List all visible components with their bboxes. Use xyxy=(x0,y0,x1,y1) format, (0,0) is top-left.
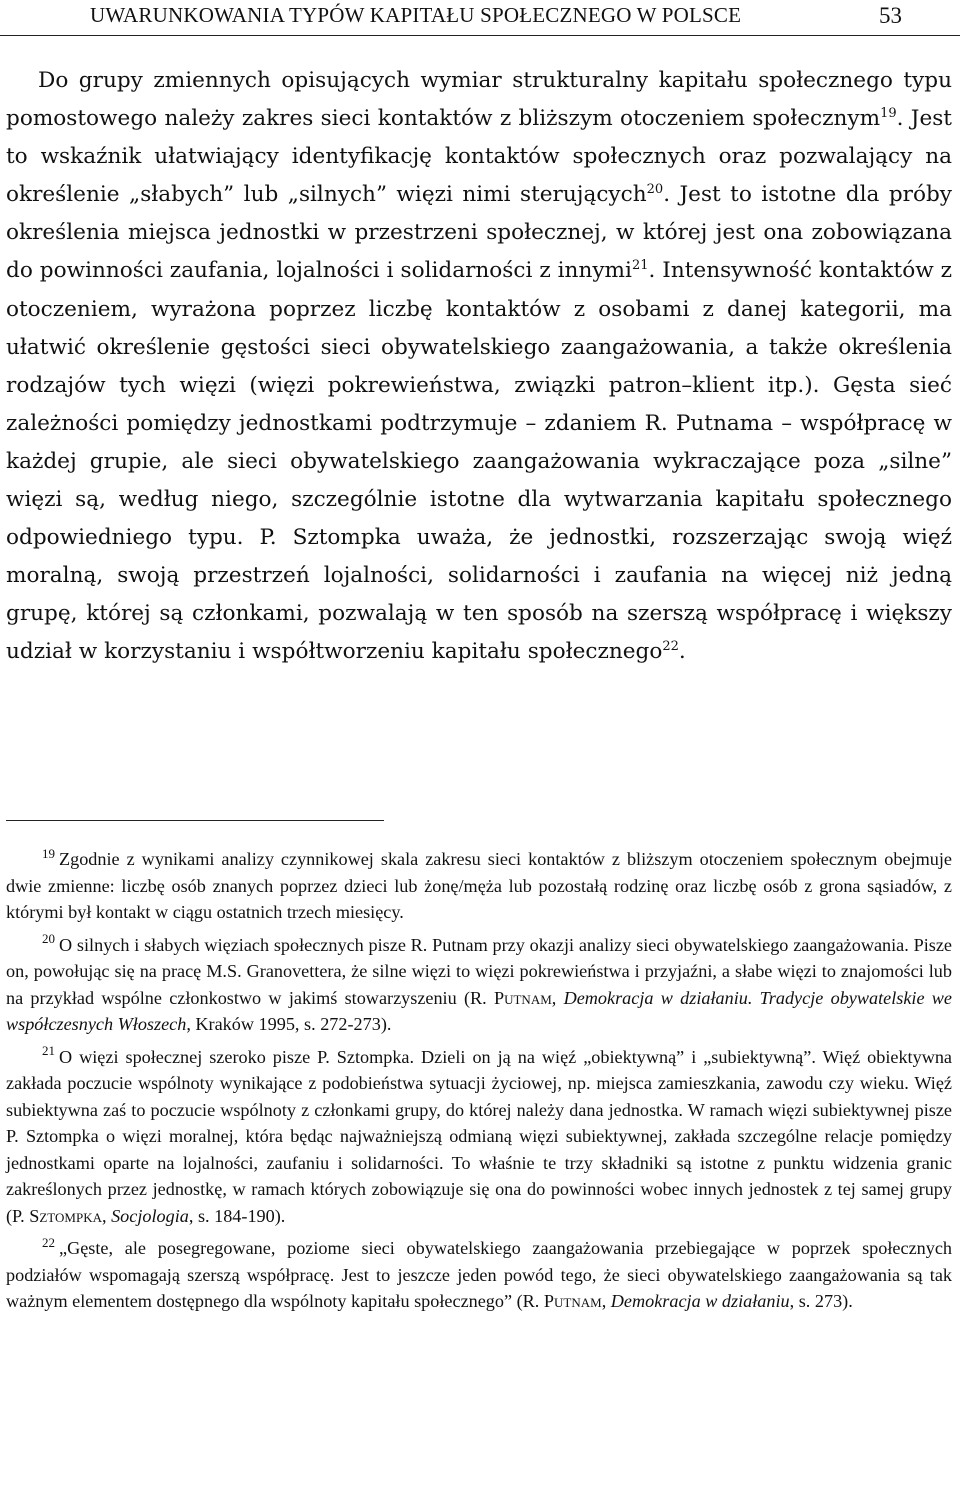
footnotes xyxy=(6,846,952,1315)
footnote-reference-19[interactable]: 19 xyxy=(880,105,897,121)
citation-title: Demokracja w działaniu xyxy=(610,1291,790,1311)
citation-author: Sztompka xyxy=(29,1205,102,1226)
footnote-22 xyxy=(6,1235,952,1315)
citation-title: Socjologia xyxy=(111,1205,189,1226)
body-text-segment: . xyxy=(678,639,686,665)
footnote-text: , s. 273). xyxy=(789,1291,853,1311)
footnote-text: O silnych i słabych więziach społecznych pisze R. Putnam przy okazji analizy sieci obywatelskiego zaangażowania. Pisze on, powołując się na pracę M.S. Granovettera, że silne więzi to więzi pokrewieństwa i przyjaźni, a słabe więzi to znajomości lub na przykład wspólne członkostwo w jakimś stowarzyszeniu (R. xyxy=(6,934,952,1008)
body-paragraph xyxy=(6,62,952,672)
body-text-segment: . Jest to wskaźnik ułatwiający identyfikację kontaktów społecznych oraz pozwalający na określenie „słabych” lub „silnych” więzi nimi sterujących xyxy=(6,106,952,208)
body-text-segment: Do grupy zmiennych opisujących wymiar strukturalny kapitału społecznego typu pomostowego należy zakres sieci kontaktów z bliższym otoczeniem społecznym xyxy=(6,68,952,132)
citation-author: Putnam xyxy=(493,987,552,1008)
footnote-reference-21[interactable]: 21 xyxy=(631,258,649,274)
footnote-text: , xyxy=(551,987,564,1008)
footnote-text: Zgodnie z wynikami analizy czynnikowej skala zakresu sieci kontaktów z bliższym otoczeniem społecznym obejmuje dwie zmienne: liczbę osób znanych poprzez dzieci lub żonę/męża lub pozostałą rodzinę oraz liczbę osób z grona sąsiadów, z którymi był kontakt w ciągu ostatnich trzech miesięcy. xyxy=(6,849,952,922)
footnote-19 xyxy=(6,846,952,926)
footnote-text: , Kraków 1995, s. 272-273). xyxy=(186,1014,392,1034)
footnote-21 xyxy=(6,1044,952,1230)
footnote-rule xyxy=(6,820,384,821)
running-head-title: UWARUNKOWANIA TYPÓW KAPITAŁU SPOŁECZNEGO W POLSCE xyxy=(90,3,742,27)
footnote-20 xyxy=(6,932,952,1038)
running-head xyxy=(0,0,960,38)
body-text-segment: . Intensywność kontaktów z otoczeniem, wyrażona poprzez liczbę kontaktów z osobami z danej kategorii, ma ułatwić określenie gęstości sieci obywatelskiego zaangażowania, a także określenia rodzajów tych więzi (więzi pokrewieństwa, związki patron–klient itp.). Gęsta sieć zależności pomiędzy jednostkami podtrzymuje – zdaniem R. Putnama – współpracę w każdej grupie, ale sieci obywatelskiego zaangażowania wykraczające poza „silne” więzi są, według niego, szczególnie istotne dla wytwarzania kapitału społecznego odpowiedniego typu. P. Sztompka uważa, że jednostki, rozszerzając swoją więź moralną, swoją przestrzeń lojalności, solidarności i zaufania na więcej niż jedną grupę, której są członkami, pozwalają w ten sposób na szerszą współpracę i większy udział w korzystaniu i współtworzeniu kapitału społecznego xyxy=(6,258,952,665)
footnote-reference-22[interactable]: 22 xyxy=(662,639,679,655)
footnote-number: 22 xyxy=(42,1234,55,1250)
body-text xyxy=(6,62,952,672)
citation-title: Demokracja w działaniu. Tradycje obywatelskie we współczesnych Włoszech xyxy=(6,987,953,1034)
footnote-text: „Gęste, ale posegregowane, poziome sieci obywatelskiego zaangażowania przebiegające w poprzek społecznych podziałów wspomagają szerszą współpracę. Jest to jeszcze jeden powód tego, że sieci obywatelskiego zaangażowania są tak ważnym elementem dostępnego dla wspólnoty kapitału społecznego” (R. xyxy=(6,1238,952,1311)
citation-author: Putnam xyxy=(543,1291,602,1311)
footnote-number: 19 xyxy=(42,845,55,861)
footnote-text: , xyxy=(101,1205,112,1226)
footnote-text: O więzi społecznej szeroko pisze P. Sztompka. Dzieli on ją na więź „obiektywną” i „subiektywną”. Więź obiektywna zakłada poczucie wspólnoty wynikające z podobieństwa sytuacji życiowej, np. miejsca zamieszkania, zawodu czy wieku. Więź subiektywna zaś to poczucie wspólnoty z członkami grupy, do której należy dana jednostka. W ramach więzi subiektywnej pisze P. Sztompka o więzi moralnej, która będąc najważniejszą odmianą więzi subiektywnej, zakłada szczególne relacje pomiędzy jednostkami oparte na lojalności, zaufaniu i solidarności. To właśnie te trzy składniki są istotne z punktu widzenia granic zakreślonych przez jednostkę, w ramach których zobowiązuje się ona do powinności wobec innych jednostek z tej samej grupy (P. xyxy=(6,1046,952,1226)
footnote-text: , s. 184-190). xyxy=(188,1205,286,1226)
footnote-reference-20[interactable]: 20 xyxy=(646,182,664,198)
footnote-number: 21 xyxy=(42,1043,55,1059)
page-number: 53 xyxy=(879,3,902,28)
header-rule xyxy=(0,35,960,36)
footnote-text: , xyxy=(601,1291,611,1311)
footnote-number: 20 xyxy=(42,931,55,947)
body-text-segment: . Jest to istotne dla próby określenia miejsca jednostki w przestrzeni społecznej, w której jest ona zobowiązana do powinności zaufania, lojalności i solidarności z innymi xyxy=(6,182,953,284)
